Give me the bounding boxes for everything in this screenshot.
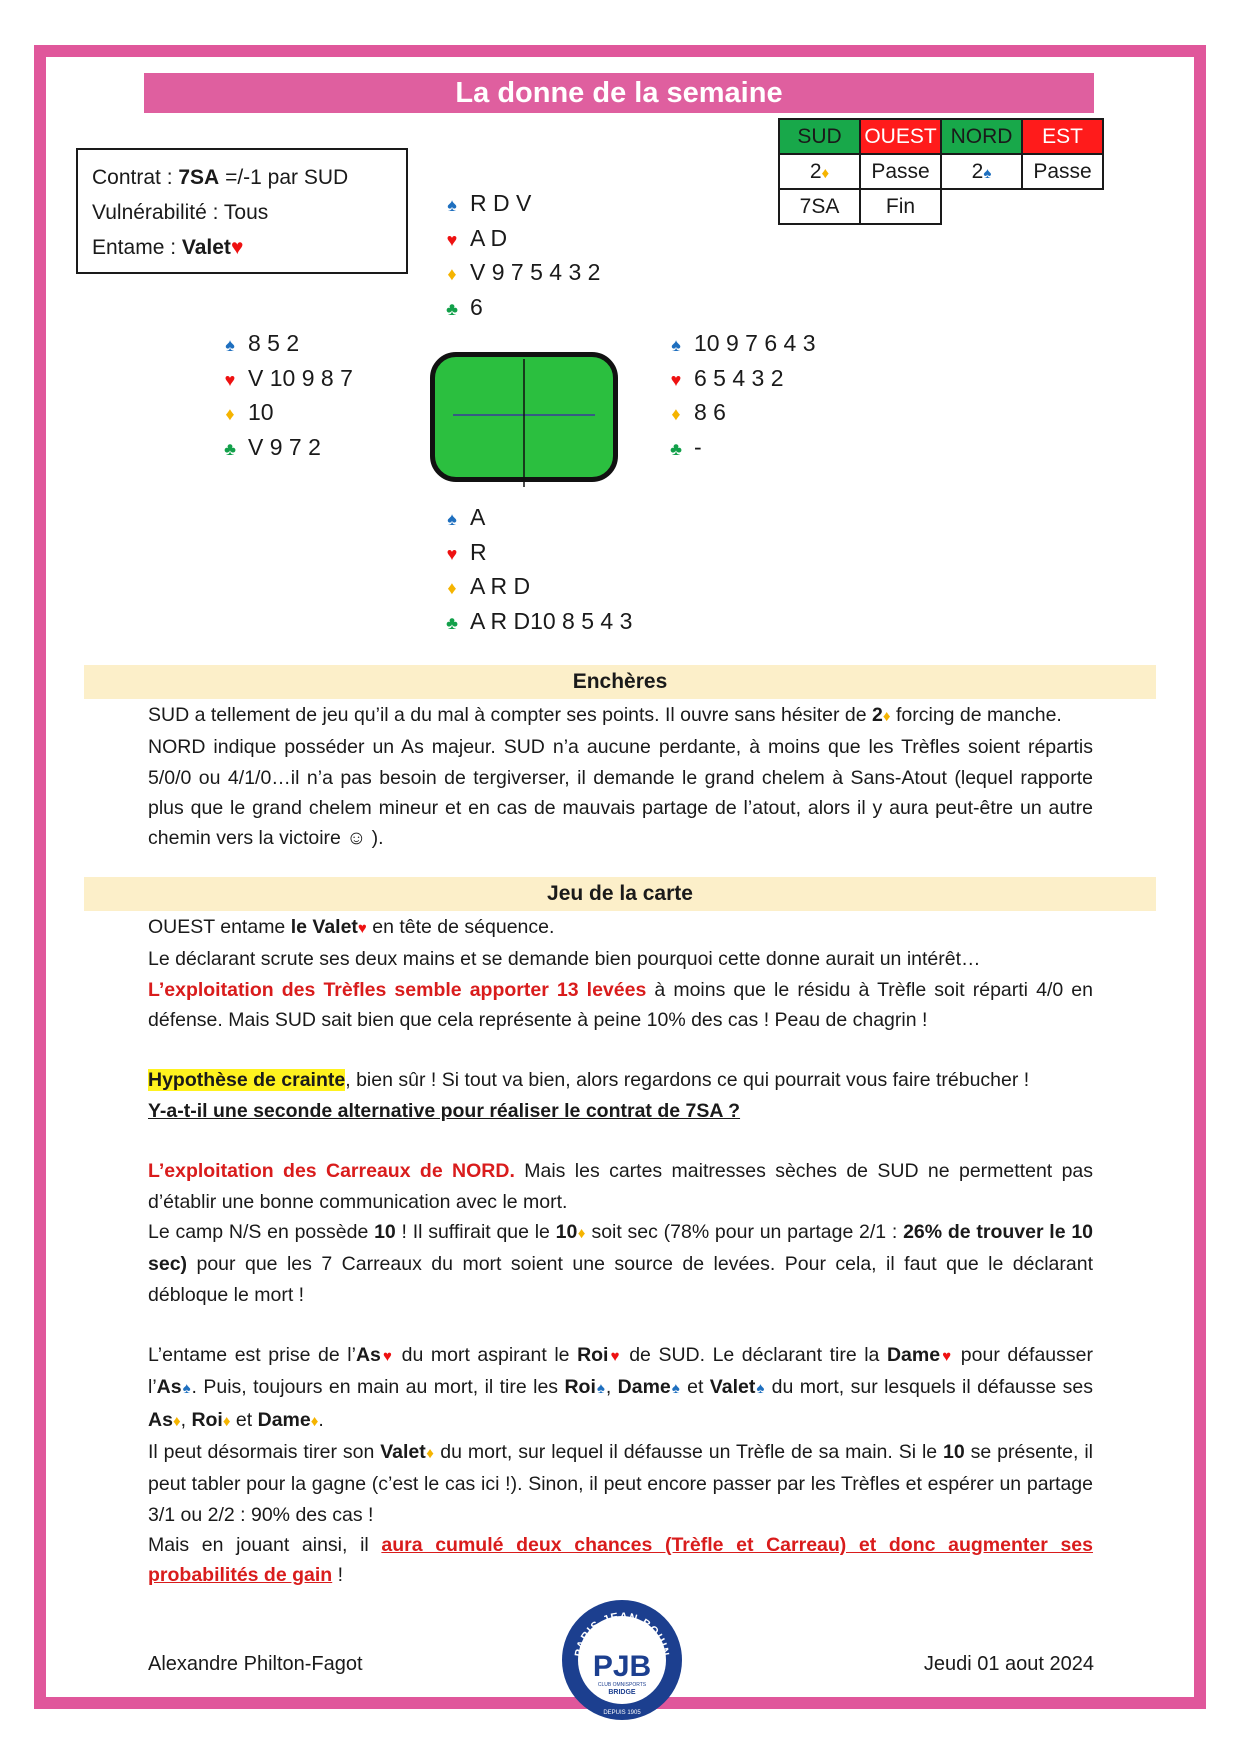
paragraph: Hypothèse de crainte, bien sûr ! Si tout va bien, alors regardons ce qui pourrait vous faire trébucher ! bbox=[148, 1069, 1030, 1092]
spade-icon: ♠ bbox=[755, 1380, 766, 1398]
author: Alexandre Philton-Fagot bbox=[148, 1653, 363, 1675]
club-logo bbox=[560, 1598, 684, 1722]
east-hearts: 6 5 4 3 2 bbox=[694, 364, 784, 391]
bid-cell: Passe bbox=[1022, 154, 1103, 189]
club-icon: ♣ bbox=[670, 438, 682, 459]
bidding-row bbox=[779, 189, 1103, 224]
paragraph: OUEST entame le Valet♥ en tête de séquence. bbox=[148, 916, 555, 938]
north-spades: R D V bbox=[470, 190, 532, 216]
diamond-icon: ♦ bbox=[310, 1412, 319, 1430]
heart-icon: ♥ bbox=[357, 920, 367, 937]
contract-line bbox=[92, 160, 392, 195]
paragraph: NORD indique posséder un As majeur. SUD n’a aucune perdante, à moins que les Trèfles soient répartis 5/0/0 ou 4/1/0…il n’a pas besoin de tergiverser, il demande le grand chelem à Sans-Atout (lequel rapporte plus que le grand chelem mineur et en cas de mauvais partage de l’atout, alors il y aura peut-être un autre chemin vers la victoire ☺ ). bbox=[148, 736, 1093, 850]
paragraph: SUD a tellement de jeu qu’il a du mal à compter ses points. Il ouvre sans hésiter de 2♦ forcing de manche. bbox=[148, 704, 1062, 726]
heart-icon: ♥ bbox=[446, 229, 458, 250]
hand-south bbox=[440, 500, 632, 638]
bid-cell bbox=[941, 154, 1022, 189]
pjb-logo-icon bbox=[560, 1598, 684, 1722]
svg-text:CLUB OMNISPORTS: CLUB OMNISPORTS bbox=[597, 1682, 647, 1688]
heart-icon: ♥ bbox=[446, 543, 458, 564]
north-clubs: 6 bbox=[470, 293, 483, 320]
west-hearts: V 10 9 8 7 bbox=[248, 364, 353, 391]
hand-west bbox=[218, 326, 353, 464]
header-est: EST bbox=[1022, 119, 1103, 154]
lead-value: Valet bbox=[181, 236, 231, 259]
header-ouest: OUEST bbox=[860, 119, 941, 154]
encheres-text bbox=[148, 700, 1093, 853]
heart-icon: ♥ bbox=[224, 369, 236, 390]
lead-label: Entame : bbox=[92, 236, 182, 259]
header-sud: SUD bbox=[779, 119, 860, 154]
bridge-table-icon bbox=[430, 352, 618, 482]
bidding-table bbox=[778, 118, 1104, 225]
paragraph: Il peut désormais tirer son Valet♦ du mort, sur lequel il défausse un Trèfle de sa main. Si le 10 se présente, il peut tabler pour la gagne (c’est le cas ici !). Sinon, il peut encore passer par les Trèfles et espérer un partage 3/1 ou 2/2 : 90% des cas ! bbox=[148, 1441, 1094, 1526]
date: Jeudi 01 aout 2024 bbox=[923, 1653, 1094, 1675]
north-hearts: A D bbox=[470, 224, 508, 251]
south-hearts: R bbox=[470, 538, 487, 565]
paragraph: Le camp N/S en possède 10 ! Il suffirait que le 10♦ soit sec (78% pour un partage 2/1 : 26% de trouver le 10 sec) pour que les 7 Carreaux du mort soient une source de levées. Pour cela, il faut que le déclarant débloque le mort ! bbox=[148, 1220, 1094, 1306]
diamond-icon: ♦ bbox=[447, 578, 457, 598]
spade-icon: ♠ bbox=[447, 509, 457, 529]
diamond-icon: ♦ bbox=[882, 708, 891, 725]
paragraph: Le déclarant scrute ses deux mains et se demande bien pourquoi cette donne aurait un intérêt… bbox=[148, 948, 981, 971]
diamond-icon: ♦ bbox=[671, 404, 681, 424]
diamond-icon: ♦ bbox=[821, 164, 830, 182]
lead-line bbox=[92, 230, 392, 265]
paragraph: L’exploitation des Carreaux de NORD. Mais les cartes maitresses sèches de SUD ne permettent pas d’établir une bonne communication avec le mort. bbox=[148, 1160, 1094, 1213]
west-clubs: V 9 7 2 bbox=[248, 433, 321, 460]
spade-icon: ♠ bbox=[181, 1380, 192, 1398]
bid-value: 2 bbox=[971, 159, 984, 183]
contract-rest: =/-1 par SUD bbox=[219, 166, 349, 189]
east-clubs: - bbox=[694, 433, 702, 460]
diamond-icon: ♦ bbox=[172, 1412, 181, 1430]
club-icon: ♣ bbox=[224, 438, 236, 459]
diamond-icon: ♦ bbox=[425, 1445, 435, 1463]
spade-icon: ♠ bbox=[595, 1380, 606, 1398]
paragraph: L’exploitation des Trèfles semble apporter 13 levées à moins que le résidu à Trèfle soit réparti 4/0 en défense. Mais SUD sait bien que cela représente à peine 10% des cas ! Peau de chagrin ! bbox=[148, 978, 1093, 1031]
spade-icon: ♠ bbox=[670, 1380, 681, 1398]
heart-icon: ♥ bbox=[230, 236, 244, 259]
heart-icon: ♥ bbox=[380, 1348, 395, 1366]
header-nord: NORD bbox=[941, 119, 1022, 154]
club-icon: ♣ bbox=[446, 612, 458, 633]
contract-label: Contrat : bbox=[92, 166, 179, 189]
svg-text:DEPUIS 1905: DEPUIS 1905 bbox=[603, 1710, 641, 1716]
east-diamonds: 8 6 bbox=[694, 399, 726, 425]
heart-icon: ♥ bbox=[608, 1348, 622, 1366]
vulnerability-line: Vulnérabilité : Tous bbox=[92, 201, 269, 224]
bid-cell: 7SA bbox=[779, 189, 860, 224]
contract-box bbox=[76, 148, 408, 274]
bid-cell: Passe bbox=[860, 154, 941, 189]
bid-value: 2 bbox=[809, 159, 822, 183]
spade-icon: ♠ bbox=[225, 335, 235, 355]
spade-icon: ♠ bbox=[447, 195, 457, 215]
section-jeu-heading: Jeu de la carte bbox=[84, 877, 1156, 911]
spade-icon: ♠ bbox=[983, 164, 992, 182]
south-clubs: A R D10 8 5 4 3 bbox=[470, 607, 633, 634]
bidding-row bbox=[779, 154, 1103, 189]
heart-icon: ♥ bbox=[670, 369, 682, 390]
page-title: La donne de la semaine bbox=[144, 73, 1094, 113]
south-spades: A bbox=[470, 504, 486, 530]
paragraph: Mais en jouant ainsi, il aura cumulé deux chances (Trèfle et Carreau) et donc augmenter ses probabilités de gain ! bbox=[148, 1533, 1093, 1587]
hand-north bbox=[440, 186, 600, 324]
club-icon: ♣ bbox=[446, 298, 458, 319]
paragraph: L’entame est prise de l’As♥ du mort aspirant le Roi♥ de SUD. Le déclarant tire la Dame♥ pour défausser l’As♠. Puis, toujours en main au mort, il tire les Roi♠, Dame♠ et Valet♠ du mort, sur lesquels il défausse ses As♦, Roi♦ et Dame♦. bbox=[148, 1344, 1093, 1431]
diamond-icon: ♦ bbox=[447, 264, 457, 284]
bid-cell bbox=[779, 154, 860, 189]
diamond-icon: ♦ bbox=[222, 1412, 231, 1430]
heart-icon: ♥ bbox=[940, 1348, 954, 1366]
jeu-text bbox=[148, 912, 1093, 1591]
west-diamonds: 10 bbox=[248, 399, 274, 425]
svg-text:PARIS JEAN BOUIN: PARIS JEAN BOUIN bbox=[573, 1610, 671, 1658]
west-spades: 8 5 2 bbox=[248, 330, 300, 356]
contract-value: 7SA bbox=[178, 166, 220, 189]
north-diamonds: V 9 7 5 4 3 2 bbox=[470, 259, 601, 285]
south-diamonds: A R D bbox=[470, 573, 531, 599]
hand-east bbox=[664, 326, 816, 464]
section-encheres-heading: Enchères bbox=[84, 665, 1156, 699]
svg-text:BRIDGE: BRIDGE bbox=[608, 1689, 636, 1696]
diamond-icon: ♦ bbox=[577, 1224, 586, 1242]
bidding-header-row bbox=[779, 119, 1103, 154]
bid-cell: Fin bbox=[860, 189, 941, 224]
east-spades: 10 9 7 6 4 3 bbox=[694, 330, 816, 356]
svg-text:PJB: PJB bbox=[592, 1650, 652, 1683]
table-cross bbox=[435, 357, 613, 477]
spade-icon: ♠ bbox=[671, 335, 681, 355]
paragraph: Y-a-t-il une seconde alternative pour réaliser le contrat de 7SA ? bbox=[148, 1099, 741, 1122]
diamond-icon: ♦ bbox=[225, 404, 235, 424]
